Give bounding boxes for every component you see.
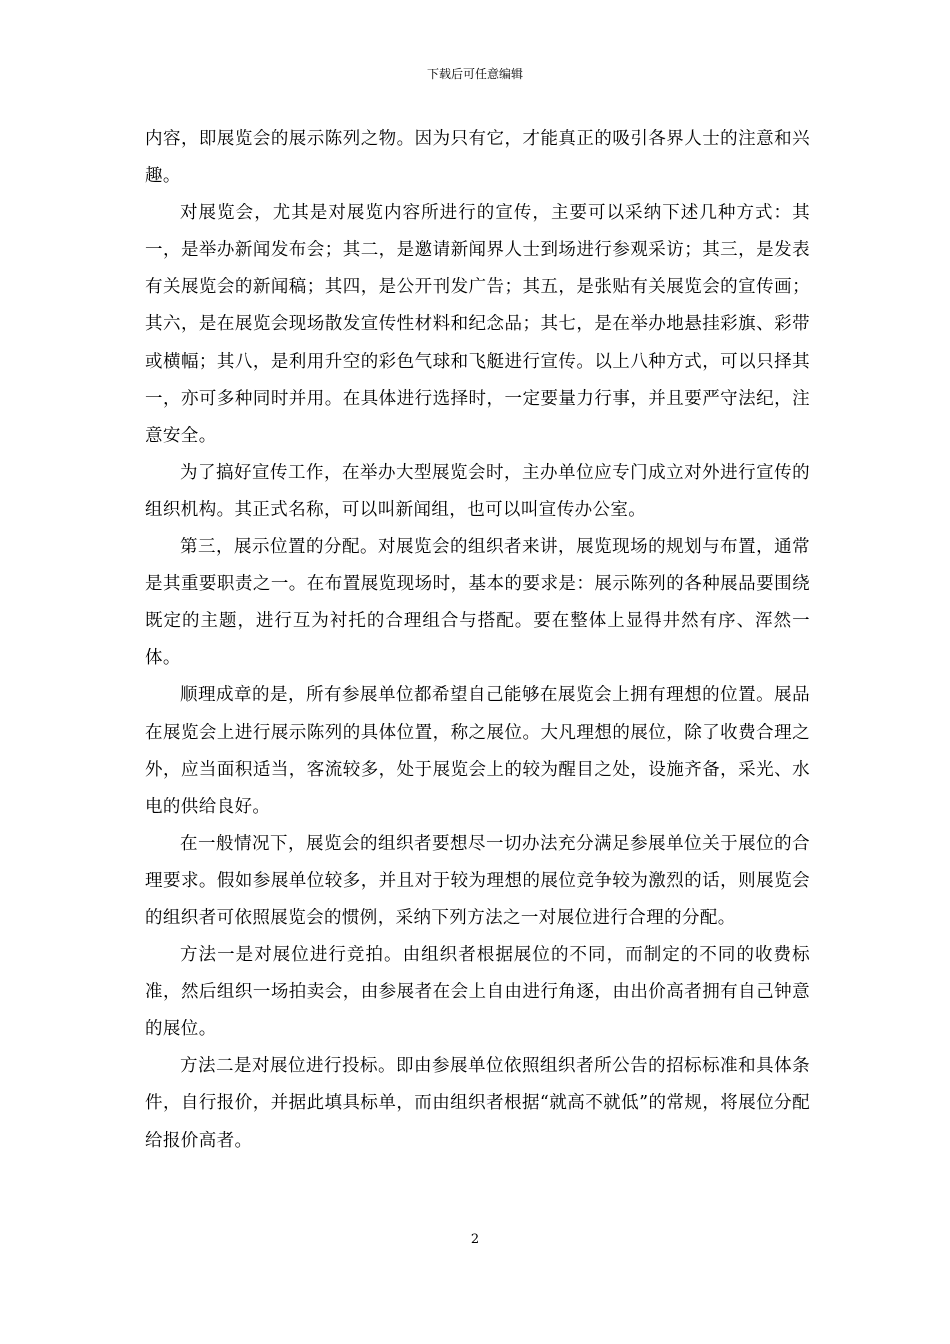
paragraph-1: 内容，即展览会的展示陈列之物。因为只有它，才能真正的吸引各界人士的注意和兴趣。 xyxy=(145,129,810,187)
paragraph-7: 方法一是对展位进行竞拍。由组织者根据展位的不同，而制定的不同的收费标准，然后组织一场拍卖会，由参展者在会上自由进行角逐，由出价高者拥有自己钟意的展位。 xyxy=(145,945,810,1040)
paragraph-5: 顺理成章的是，所有参展单位都希望自己能够在展览会上拥有理想的位置。展品在展览会上进行展示陈列的具体位置，称之展位。大凡理想的展位，除了收费合理之外，应当面积适当，客流较多，处于展览会上的较为醒目之处，设施齐备，采光、水电的供给良好。 xyxy=(145,685,810,817)
paragraph-8: 方法二是对展位进行投标。即由参展单位依照组织者所公告的招标标准和具体条件，自行报价，并据此填具标单，而由组织者根据“就高不就低”的常规，将展位分配给报价高者。 xyxy=(145,1056,810,1151)
paragraph-4: 第三，展示位置的分配。对展览会的组织者来讲，展览现场的规划与布置，通常是其重要职责之一。在布置展览现场时，基本的要求是：展示陈列的各种展品要围绕既定的主题，进行互为衬托的合理组合与搭配。要在整体上显得井然有序、浑然一体。 xyxy=(145,537,810,669)
paragraph-3: 为了搞好宣传工作，在举办大型展览会时，主办单位应专门成立对外进行宣传的组织机构。其正式名称，可以叫新闻组，也可以叫宣传办公室。 xyxy=(145,462,810,520)
document-body xyxy=(145,121,810,1160)
page-header: 下载后可任意编辑 xyxy=(426,67,523,81)
paragraph-2: 对展览会，尤其是对展览内容所进行的宣传，主要可以采纳下述几种方式：其一，是举办新闻发布会；其二，是邀请新闻界人士到场进行参观采访；其三，是发表有关展览会的新闻稿；其四，是公开刊发广告；其五，是张贴有关展览会的宣传画；其六，是在展览会现场散发宣传性材料和纪念品；其七，是在举办地悬挂彩旗、彩带或横幅；其八，是利用升空的彩色气球和飞艇进行宣传。以上八种方式，可以只择其一，亦可多种同时并用。在具体进行选择时，一定要量力行事，并且要严守法纪，注意安全。 xyxy=(145,203,810,446)
page-number: 2 xyxy=(470,1232,480,1247)
paragraph-6: 在一般情况下，展览会的组织者要想尽一切办法充分满足参展单位关于展位的合理要求。假如参展单位较多，并且对于较为理想的展位竞争较为激烈的话，则展览会的组织者可依照展览会的惯例，采纳下列方法之一对展位进行合理的分配。 xyxy=(145,833,810,928)
